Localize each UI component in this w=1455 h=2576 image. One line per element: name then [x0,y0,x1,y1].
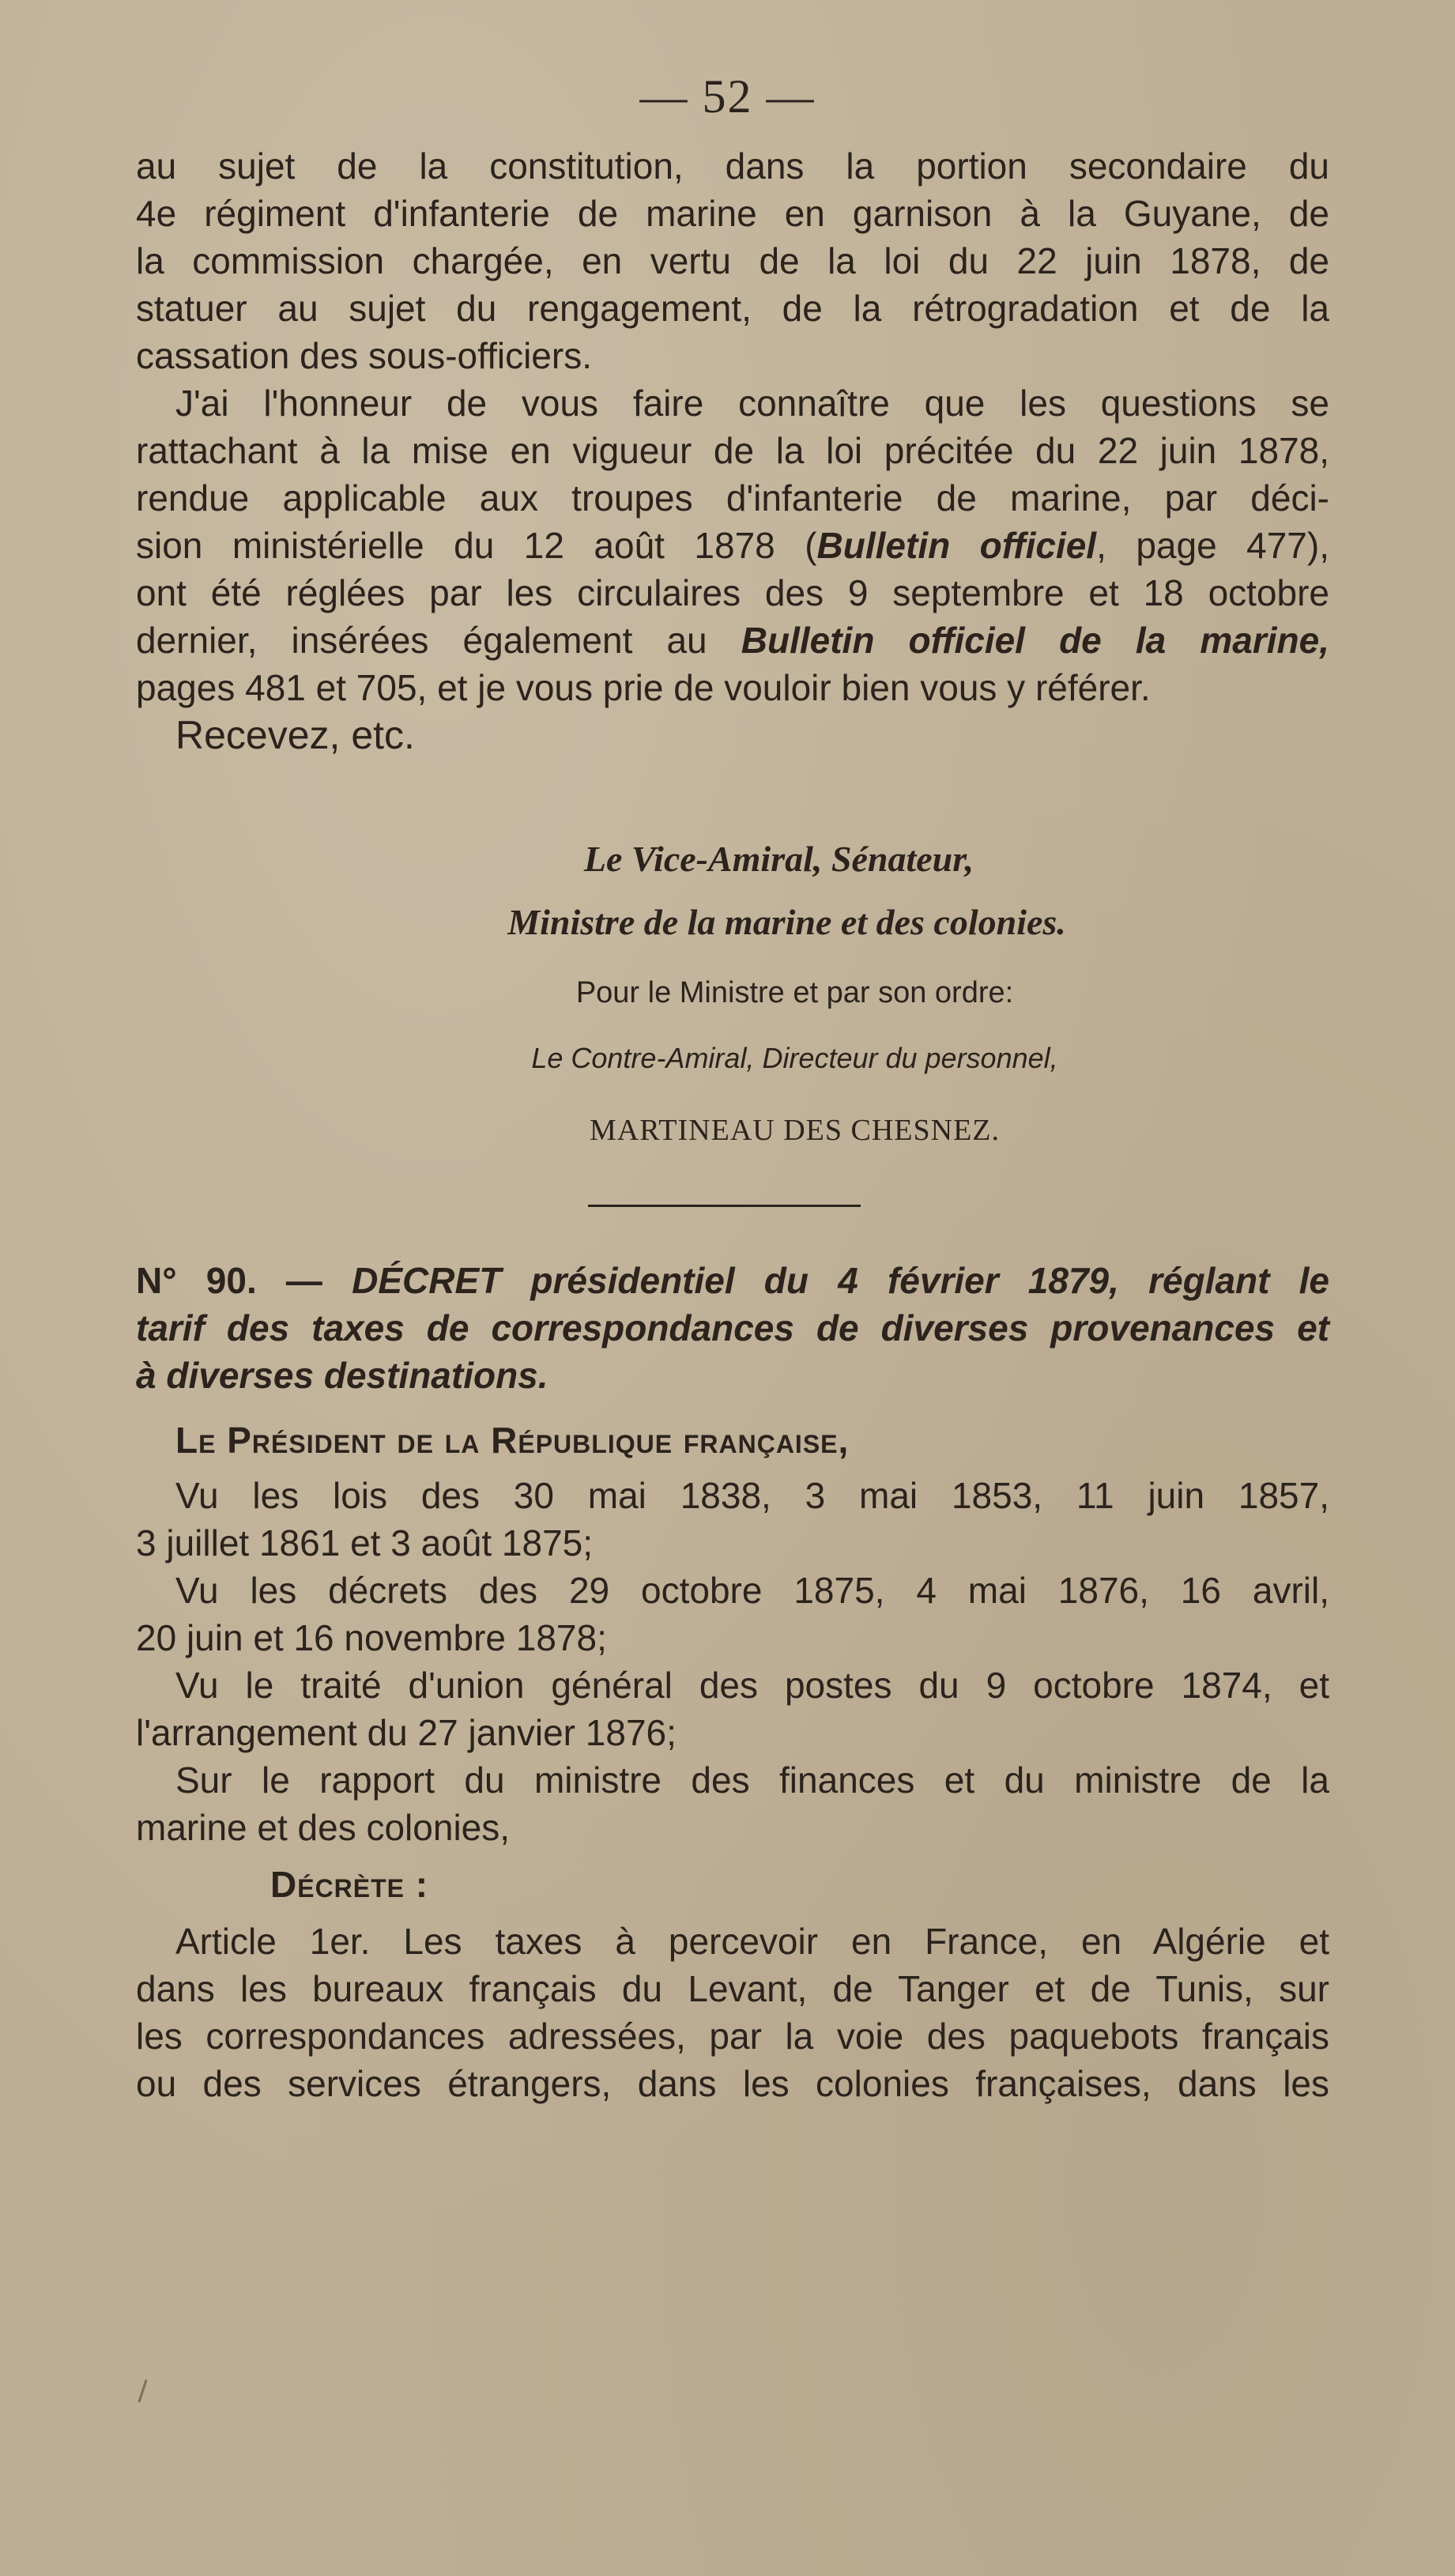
paragraph-line: cassation des sous-officiers. [136,335,592,376]
considerant-line: Vu le traité d'union général des postes du 9 octobre 1874, et [175,1665,1329,1706]
paragraph-line: la commission chargée, en vertu de la loi du 22 juin 1878, de [136,240,1329,281]
decree-number: N° 90. — [136,1260,352,1301]
signature-title: Ministre de la marine et des colonies. [507,902,1066,942]
bulletin-reference: Bulletin officiel de la marine, [741,620,1329,661]
text-segment: dernier, insérées également au [136,620,741,661]
paragraph-line: rendue applicable aux troupes d'infanterie de marine, par déci- [136,477,1329,519]
considerant-line: l'arrangement du 27 janvier 1876; [136,1712,677,1753]
article-line: dans les bureaux français du Levant, de Tanger et de Tunis, sur [136,1968,1329,2009]
paragraph-line: au sujet de la constitution, dans la portion secondaire du [136,145,1329,187]
closing-formula: Recevez, etc. [175,713,415,757]
paragraph-line: pages 481 et 705, et je vous prie de vouloir bien vous y référer. [136,667,1151,708]
decree-title-word: DÉCRET [352,1260,502,1301]
paragraph-line: statuer au sujet du rengagement, de la rétrogradation et de la [136,288,1329,329]
article-line: Article 1er. Les taxes à percevoir en France, en Algérie et [175,1921,1329,1962]
bulletin-reference: Bulletin officiel [816,525,1097,566]
letter-body [136,142,1329,759]
ink-mark [138,2379,147,2402]
decree-body [136,1257,1329,2107]
page-number: — 52 — [639,70,816,123]
paragraph-line [136,617,1329,664]
decree-title-line: à diverses destinations. [136,1355,548,1396]
decree-heading [136,1257,1329,1304]
considerant-line: Vu les lois des 30 mai 1838, 3 mai 1853, 11 juin 1857, [175,1475,1329,1516]
considerant-line: marine et des colonies, [136,1807,511,1848]
considerant-line: 3 juillet 1861 et 3 août 1875; [136,1522,594,1563]
signature-name: MARTINEAU DES CHESNEZ. [590,1114,1000,1147]
text-segment: , page 477), [1096,525,1329,566]
text-segment: sion ministérielle du 12 août 1878 ( [136,525,817,566]
considerant-line: Vu les décrets des 29 octobre 1875, 4 mai 1876, 16 avril, [175,1570,1329,1611]
article-line: ou des services étrangers, dans les colonies françaises, dans les [136,2063,1329,2104]
signature-delegation: Pour le Ministre et par son ordre: [575,976,1014,1009]
decree-title: présidentiel du 4 février 1879, réglant le [501,1260,1330,1301]
paragraph-line: ont été réglées par les circulaires des 9 septembre et 18 octobre [136,572,1329,613]
paragraph-line: rattachant à la mise en vigueur de la loi précitée du 22 juin 1878, [136,430,1329,471]
section-divider [588,1205,861,1207]
paragraph-line: 4e régiment d'infanterie de marine en garnison à la Guyane, de [136,193,1329,234]
president-heading: Le Président de la République française, [175,1420,850,1461]
signature-title: Le Vice-Amiral, Sénateur, [583,839,974,879]
article-line: les correspondances adressées, par la voie des paquebots français [136,2016,1329,2057]
decree-title-line: tarif des taxes de correspondances de diverses provenances et [136,1307,1329,1348]
considerant-line: Sur le rapport du ministre des finances et du ministre de la [175,1759,1329,1801]
signature-director: Le Contre-Amiral, Directeur du personnel, [531,1042,1058,1074]
paragraph-line [136,522,1329,569]
considerant-line: 20 juin et 16 novembre 1878; [136,1617,607,1658]
paragraph-line: J'ai l'honneur de vous faire connaître que les questions se [175,383,1329,424]
decrete-heading: Décrète : [270,1864,429,1905]
